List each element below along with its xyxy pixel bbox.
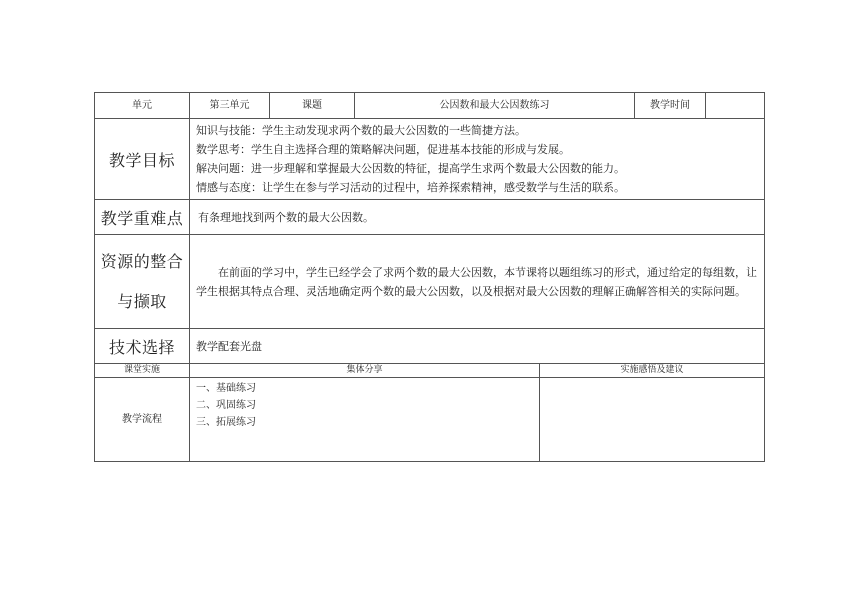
- process-item-consolidate: 二、巩固练习: [196, 400, 256, 411]
- implementation-col3: 实施感悟及建议: [540, 364, 765, 378]
- objective-problem-solving: 解决问题：进一步理解和掌握最大公因数的特征，提高学生求两个数最大公因数的能力。: [196, 162, 625, 175]
- implementation-col1: 课堂实施: [95, 364, 190, 378]
- technology-label: 技术选择: [95, 329, 190, 364]
- process-item-basic: 一、基础练习: [196, 383, 256, 394]
- implementation-col2: 集体分享: [190, 364, 540, 378]
- implementation-header-row: [95, 364, 765, 378]
- objective-thinking: 数学思考：学生自主选择合理的策略解决问题，促进基本技能的形成与发展。: [196, 143, 570, 156]
- key-points-content: 有条理地找到两个数的最大公因数。: [190, 200, 765, 235]
- topic-value: 公因数和最大公因数练习: [355, 93, 635, 119]
- topic-label: 课题: [270, 93, 355, 119]
- process-notes: [540, 378, 765, 462]
- time-label: 教学时间: [635, 93, 706, 119]
- process-label: 教学流程: [95, 378, 190, 462]
- objectives-content: [190, 119, 765, 200]
- technology-row: [95, 329, 765, 364]
- objectives-label: 教学目标: [95, 119, 190, 200]
- process-row: [95, 378, 765, 462]
- resources-label-line1: 资源的整合: [100, 251, 184, 271]
- objective-knowledge: 知识与技能：学生主动发现求两个数的最大公因数的一些简捷方法。: [196, 124, 526, 137]
- process-item-extend: 三、拓展练习: [196, 417, 256, 428]
- lesson-plan-table: [94, 92, 765, 462]
- objective-attitude: 情感与态度：让学生在参与学习活动的过程中，培养探索精神，感受数学与生活的联系。: [196, 181, 625, 194]
- resources-label: [95, 235, 190, 329]
- process-items: [190, 378, 540, 462]
- header-row: [95, 93, 765, 119]
- unit-label: 单元: [95, 93, 190, 119]
- resources-label-line2: 与撷取: [117, 291, 167, 311]
- resources-row: [95, 235, 765, 329]
- time-value: [706, 93, 765, 119]
- key-points-label: 教学重难点: [95, 200, 190, 235]
- technology-content: 教学配套光盘: [190, 329, 765, 364]
- key-points-row: [95, 200, 765, 235]
- resources-content: 在前面的学习中，学生已经学会了求两个数的最大公因数，本节课将以题组练习的形式，通过给定的每组数，让学生根据其特点合理、灵活地确定两个数的最大公因数，以及根据对最大公因数的理解正确解答相关的实际问题。: [190, 235, 765, 329]
- objectives-row: [95, 119, 765, 200]
- unit-value: 第三单元: [190, 93, 270, 119]
